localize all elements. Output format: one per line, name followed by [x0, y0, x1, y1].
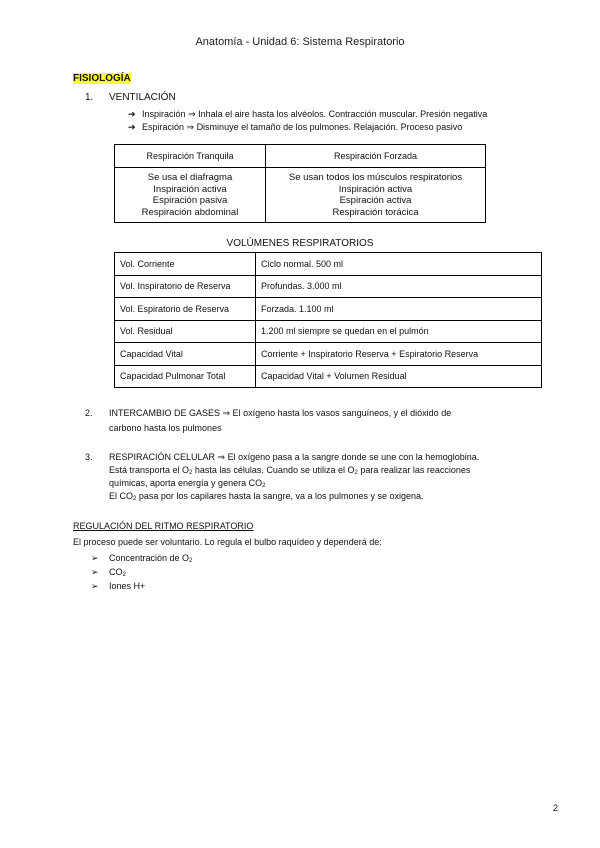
table-cell: Vol. Corriente	[115, 253, 256, 276]
cell-line: Espiración pasiva	[152, 195, 228, 206]
cell-line: Respiración abdominal	[141, 206, 239, 218]
item-number: 2.	[85, 408, 93, 418]
text-line: Está transporta el O2 hasta las células. Cuando se utiliza el O2 para realizar las reacciones	[109, 465, 471, 476]
cell-line: Inspiración activa	[338, 183, 413, 195]
cell-line: Espiración activa	[339, 195, 412, 206]
text-line: INTERCAMBIO DE GASES ⇒ El oxígeno hasta los vasos sanguíneos, y el dióxido de	[109, 408, 452, 418]
table-header: Respiración Tranquila	[115, 145, 266, 168]
list-item: ➢ CO2	[91, 567, 126, 578]
item-number: 1.	[85, 92, 94, 103]
table-cell: Ciclo normal. 500 ml	[256, 253, 542, 276]
item-number: 3.	[85, 452, 93, 462]
respiracion-text	[109, 451, 559, 503]
list-item	[91, 580, 145, 592]
table-cell	[115, 168, 266, 223]
table-cell: 1.200 ml siempre se quedan en el pulmón	[256, 320, 542, 343]
table-cell	[266, 168, 486, 223]
table-cell: Vol. Inspiratorio de Reserva	[115, 275, 256, 298]
cell-line: Se usa el diafragma	[147, 172, 233, 183]
intercambio-text	[109, 407, 549, 434]
text-line: carbono hasta los pulmones	[109, 423, 222, 433]
text-line: El CO2 pasa por los capilares hasta la sangre, va a los pulmones y se oxigena.	[109, 491, 424, 502]
cell-line: Respiración torácica	[332, 206, 419, 218]
item-title: VENTILACIÓN	[109, 92, 176, 103]
table-row	[115, 365, 542, 388]
table-cell: Vol. Espiratorio de Reserva	[115, 298, 256, 321]
table-row	[115, 320, 542, 343]
table-row	[115, 275, 542, 298]
table-row	[115, 253, 542, 276]
volumes-table	[114, 252, 542, 388]
list-item-text: Iones H+	[109, 581, 146, 591]
bullet-text: Inspiración ⇒ Inhala el aire hasta los alvéolos. Contracción muscular. Presión negativa	[142, 109, 488, 119]
table-cell: Forzada. 1.100 ml	[256, 298, 542, 321]
arrowhead-icon: ➢	[91, 553, 99, 563]
list-item: ➢ Concentración de O2	[91, 553, 193, 564]
table-cell: Capacidad Vital + Volumen Residual	[256, 365, 542, 388]
page-header: Anatomía - Unidad 6: Sistema Respiratorio	[195, 36, 405, 48]
table-row	[115, 298, 542, 321]
text-line: RESPIRACIÓN CELULAR ⇒ El oxígeno pasa a la sangre donde se une con la hemoglobina.	[109, 452, 480, 462]
section-title	[73, 73, 131, 84]
table-cell: Profundas. 3.000 ml	[256, 275, 542, 298]
list-item-text: CO	[109, 567, 123, 577]
table-cell: Vol. Residual	[115, 320, 256, 343]
table-cell: Capacidad Pulmonar Total	[115, 365, 256, 388]
regulacion-title: REGULACIÓN DEL RITMO RESPIRATORIO	[73, 521, 254, 531]
list-item-text: Concentración de O	[109, 553, 190, 563]
table-cell: Capacidad Vital	[115, 343, 256, 366]
arrow-icon: ➔	[128, 109, 136, 119]
section-title-text: FISIOLOGÍA	[73, 73, 131, 84]
cell-line: Inspiración activa	[153, 183, 227, 195]
volumes-title: VOLÚMENES RESPIRATORIOS	[226, 238, 374, 249]
arrow-icon: ➔	[128, 122, 136, 132]
bullet-espiracion	[128, 121, 462, 133]
bullet-text: Espiración ⇒ Disminuye el tamaño de los pulmones. Relajación. Proceso pasivo	[142, 122, 463, 132]
arrowhead-icon: ➢	[91, 567, 99, 577]
text-line: químicas, aporta energía y genera CO2	[109, 478, 266, 489]
breathing-table	[114, 144, 486, 223]
table-header: Respiración Forzada	[266, 145, 486, 168]
cell-line: Se usan todos los músculos respiratorios	[288, 172, 463, 183]
regulacion-intro: El proceso puede ser voluntario. Lo regula el bulbo raquídeo y dependerá de:	[73, 537, 382, 547]
table-cell: Corriente + Inspiratorio Reserva + Espiratorio Reserva	[256, 343, 542, 366]
table-row	[115, 343, 542, 366]
page-number: 2	[553, 803, 559, 813]
bullet-inspiracion	[128, 108, 487, 120]
arrowhead-icon: ➢	[91, 581, 99, 591]
